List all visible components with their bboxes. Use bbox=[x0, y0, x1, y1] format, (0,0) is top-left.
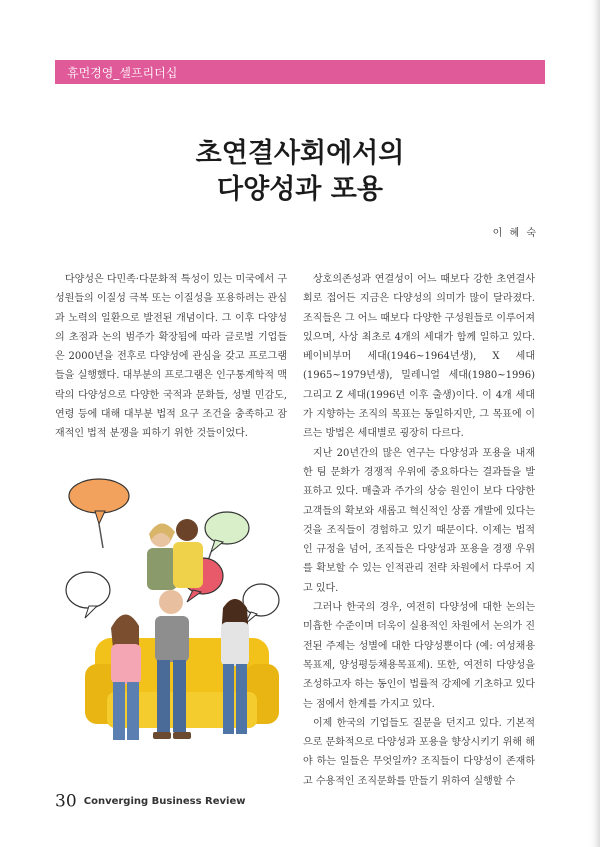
person-back-left bbox=[147, 523, 177, 590]
section-category: 휴먼경영_셀프리더십 bbox=[67, 66, 178, 80]
publication-title: Converging Business Review bbox=[83, 796, 246, 807]
right-paragraph: 지난 20년간의 많은 연구는 다양성과 포용을 내재한 팀 문화가 경쟁적 우위에 중요하다는 결과들을 발표하고 있다. 매출과 주가의 상승 원인이 보다 다양한 고객들의 확보와 새롭고 혁신적인 상품 개발에 있다는 것을 조직들이 경험하고 있기 때문이다. 이제는 법적인 규정을 넘어, 조직들은 다양성과 포용을 경쟁 우위를 확보할 수 있는 인적관리 전략 차원에서 다루어 지고 있다. bbox=[303, 447, 535, 594]
right-paragraph: 그러나 한국의 경우, 여전히 다양성에 대한 논의는 미흡한 수준이며 더욱이 실용적인 차원에서 논의가 진전된 주제는 성별에 대한 다양성뿐이다 (예: 여성채용목표제, 양성평등채용목표제). 또한, 여전히 다양성을 조성하고자 하는 동인이 법률적 강제에 기초하고 있다는 점에서 한계를 가지고 있다. bbox=[303, 602, 535, 710]
white-speech-bubble-left-icon bbox=[66, 572, 110, 618]
right-paragraph: 이제 한국의 기업들도 질문을 던지고 있다. 기본적으로 문화적으로 다양성과 포용을 향상시키기 위해 해야 하는 일들은 무엇일까? 조직들이 다양성이 존재하고 수용적인 조직문화를 만들기 위하여 실행할 수 bbox=[303, 717, 535, 787]
article-title-line2: 다양성과 포용 bbox=[217, 174, 383, 205]
left-paragraph: 다양성은 다민족·다문화적 특성이 있는 미국에서 구성원들의 이질성 극복 또는 이질성을 포용하려는 관심과 노력의 일환으로 발전된 개념이다. 그 이후 다양성의 초점과 논의 범주가 확장됨에 따라 글로벌 기업들은 2000년을 전후로 다양성에 관심을 갖고 프로그램들을 실행했다. 대부분의 프로그램은 인구통계학적 맥락의 다양성으로 다양한 국적과 문화들, 성별 민감도, 연령 등에 대해 대부분 법적 요구 조건을 충족하고 잠재적인 법적 분쟁을 피하기 위한 것들이었다. bbox=[55, 274, 287, 440]
author-name: 이 혜 숙 bbox=[492, 228, 538, 239]
group-photo-image bbox=[55, 478, 287, 764]
left-column bbox=[55, 270, 287, 444]
right-paragraph: 상호의존성과 연결성이 어느 때보다 강한 초연결사회로 접어든 지금은 다양성의 의미가 많이 달라졌다. 조직들은 그 어느 때보다 다양한 구성원들로 이루어져 있으며, 사상 최초로 4개의 세대가 함께 일하고 있다. 베이비부머 세대(1946~1964년생), X 세대(1965~1979년생), 밀레니얼 세대(1980~1996) 그리고 Z 세대(1996년 이후 출생)이다. 이 4개 세대가 지향하는 조직의 목표는 동일하지만, 그 목표에 이르는 방법은 세대별로 굉장히 다르다. bbox=[303, 274, 535, 440]
person-back-right bbox=[173, 519, 203, 588]
section-banner bbox=[55, 60, 545, 84]
page-number: 30 bbox=[55, 791, 77, 812]
page-edge-shadow bbox=[588, 0, 600, 847]
orange-speech-bubble-icon bbox=[69, 479, 129, 548]
page-footer bbox=[55, 791, 246, 812]
right-column bbox=[303, 270, 535, 791]
article-title-line1: 초연결사회에서의 bbox=[195, 138, 405, 169]
white-speech-bubble-right-icon bbox=[243, 584, 279, 624]
